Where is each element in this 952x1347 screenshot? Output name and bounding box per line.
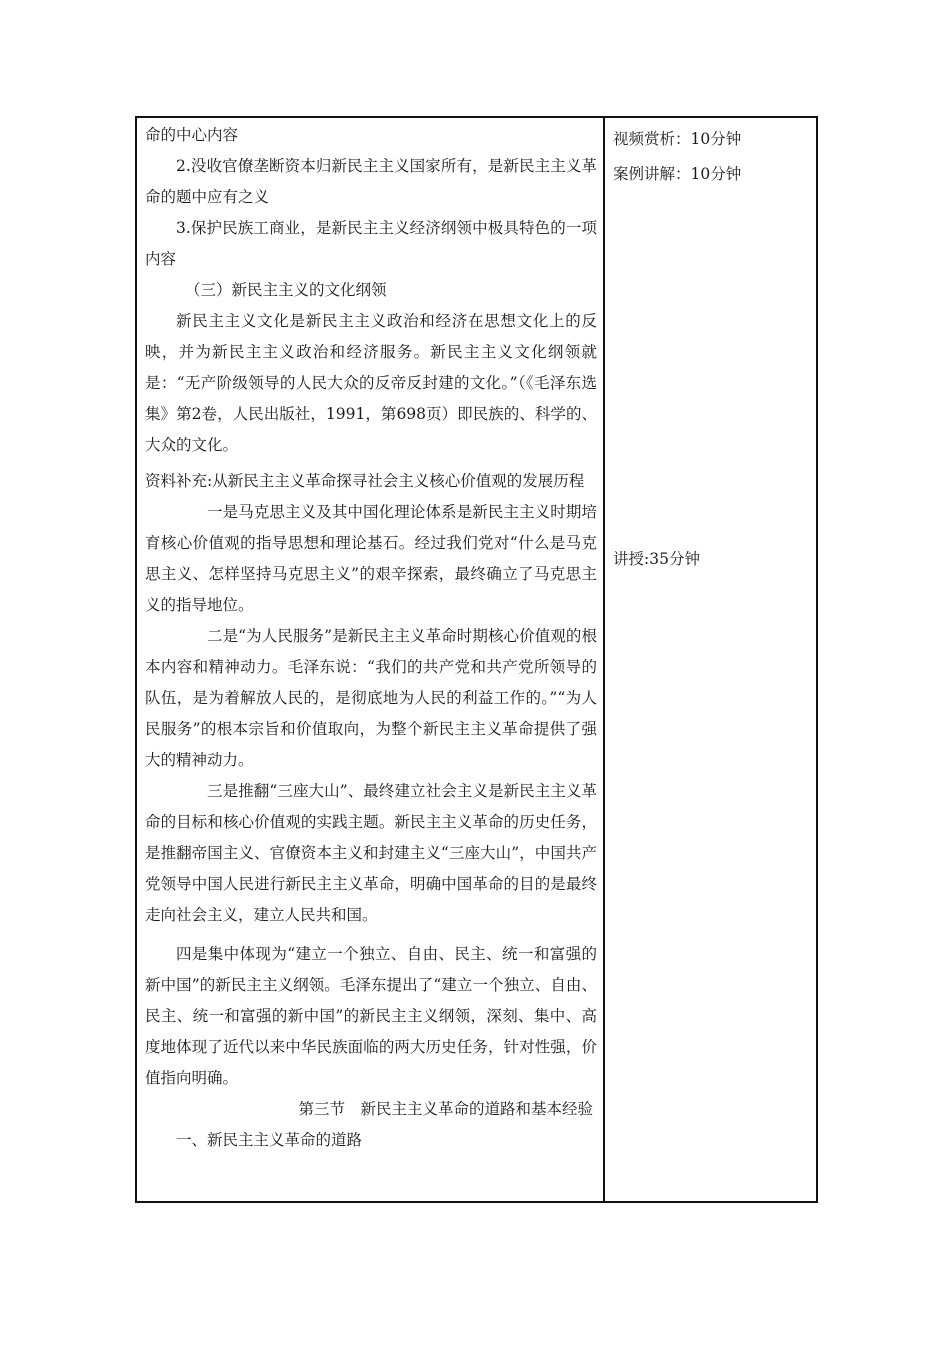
time-case: 案例讲解：10分钟 <box>613 165 742 183</box>
lesson-table <box>135 116 818 1203</box>
time-video: 视频赏析：10分钟 <box>613 130 742 148</box>
paragraph: 三是推翻“三座大山”、最终建立社会主义是新民主主义革命的目标和核心价值观的实践主题。新民主主义革命的历史任务，是推翻帝国主义、官僚资本主义和封建主义“三座大山”，中国共产党领导中国人民进行新民主主义革命，明确中国革命的目的是最终走向社会主义，建立人民共和国。 <box>145 782 597 924</box>
paragraph: 四是集中体现为“建立一个独立、自由、民主、统一和富强的新中国”的新民主主义纲领。毛泽东提出了“建立一个独立、自由、民主、统一和富强的新中国”的新民主主义纲领，深刻、集中、高度地体现了近代以来中华民族面临的两大历史任务，针对性强，价值指向明确。 <box>145 945 597 1087</box>
time-lecture: 讲授:35分钟 <box>613 550 700 568</box>
paragraph: 命的中心内容 <box>145 126 239 144</box>
section-heading: （三）新民主主义的文化纲领 <box>185 281 387 299</box>
paragraph: 新民主主义文化是新民主主义政治和经济在思想文化上的反映，并为新民主主义政治和经济服务。新民主主义文化纲领就是：“无产阶级领导的人民大众的反帝反封建的文化。”（《毛泽东选集》第2卷，人民出版社，1991，第698页）即民族的、科学的、大众的文化。 <box>145 312 597 454</box>
paragraph: 二是“为人民服务”是新民主主义革命时期核心价值观的根本内容和精神动力。毛泽东说：“我们的共产党和共产党所领导的队伍，是为着解放人民的，是彻底地为人民的利益工作的。”“为人民服务”的根本宗旨和价值取向，为整个新民主主义革命提供了强大的精神动力。 <box>145 627 597 769</box>
paragraph: 2.没收官僚垄断资本归新民主主义国家所有，是新民主主义革命的题中应有之义 <box>145 157 597 206</box>
column-divider <box>603 118 605 1201</box>
paragraph: 3.保护民族工商业，是新民主主义经济纲领中极具特色的一项内容 <box>145 219 597 268</box>
paragraph: 一是马克思主义及其中国化理论体系是新民主主义时期培育核心价值观的指导思想和理论基石。经过我们党对“什么是马克思主义、怎样坚持马克思主义”的艰辛探索，最终确立了马克思主义的指导地位。 <box>145 503 597 614</box>
supplement-heading: 资料补充:从新民主主义革命探寻社会主义核心价值观的发展历程 <box>145 472 585 490</box>
chapter-section-title: 第三节 新民主主义革命的道路和基本经验 <box>298 1100 593 1118</box>
section-heading: 一、新民主主义革命的道路 <box>176 1131 363 1149</box>
content-column <box>145 120 597 1156</box>
